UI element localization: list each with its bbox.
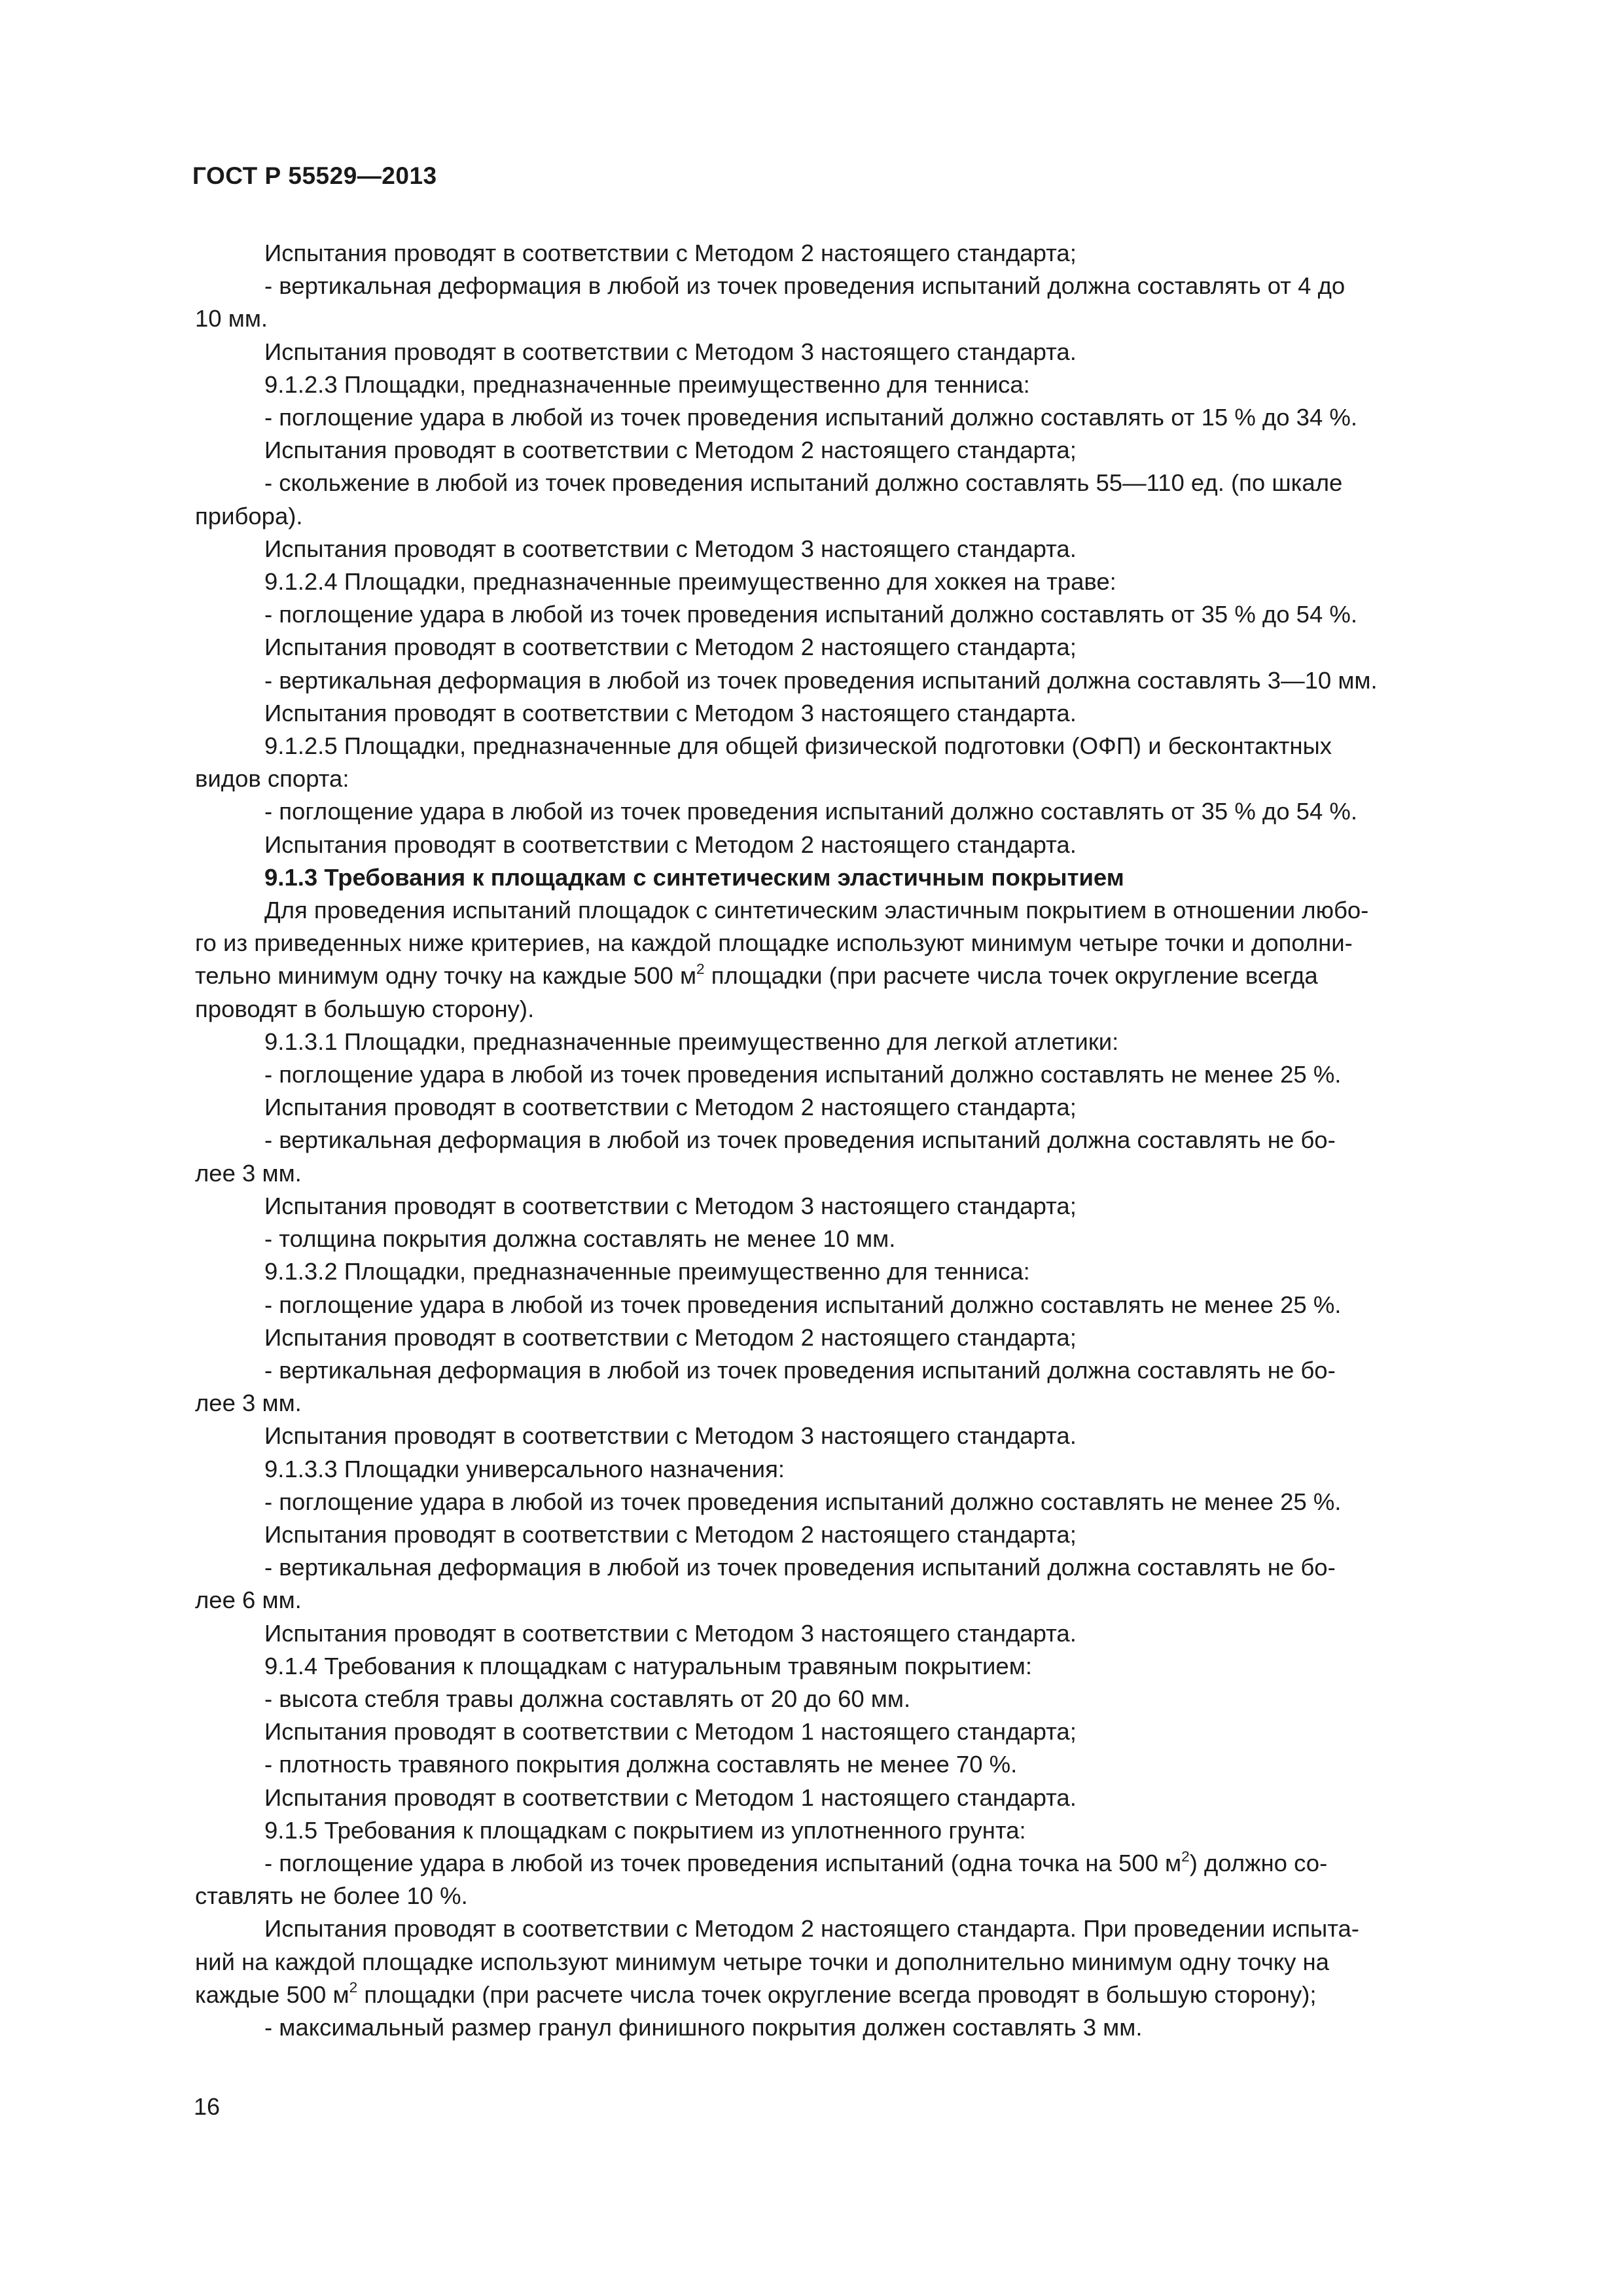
text-line: ний на каждой площадке используют минимум четыре точки и дополнительно минимум одну точку на	[195, 1948, 1329, 1975]
text-segment: тельно минимум одну точку на каждые 500 м	[195, 962, 697, 990]
section-heading: 9.1.3 Требования к площадкам с синтетическим эластичным покрытием	[264, 863, 1124, 891]
text-line: лее 3 мм.	[195, 1159, 302, 1187]
list-item: - плотность травяного покрытия должна составлять не менее 70 %.	[264, 1751, 1018, 1778]
text-line: Испытания проводят в соответствии с Методом 3 настоящего стандарта.	[264, 535, 1077, 562]
text-segment: площадки (при расчете числа точек округление всегда проводят в большую сторону);	[357, 1981, 1317, 2008]
text-line: Испытания проводят в соответствии с Методом 2 настоящего стандарта;	[264, 1323, 1077, 1351]
list-item: - вертикальная деформация в любой из точек проведения испытаний должна составлять не бо-	[264, 1554, 1336, 1581]
text-line: Для проведения испытаний площадок с синтетическим эластичным покрытием в отношении любо-	[264, 897, 1369, 924]
text-segment: каждые 500 м	[195, 1981, 349, 2008]
text-line	[195, 1979, 1516, 2011]
text-line: Испытания проводят в соответствии с Методом 2 настоящего стандарта;	[264, 240, 1077, 266]
text-line: 10 мм.	[195, 305, 268, 332]
list-item: - поглощение удара в любой из точек проведения испытаний должно составлять не менее 25 %.	[264, 1061, 1342, 1088]
text-line: Испытания проводят в соответствии с Методом 2 настоящего стандарта;	[264, 1094, 1077, 1121]
superscript: 2	[696, 961, 705, 978]
text-line: Испытания проводят в соответствии с Методом 2 настоящего стандарта. При проведении испыта-	[264, 1915, 1359, 1943]
clause-heading: 9.1.3.2 Площадки, предназначенные преимущественно для тенниса:	[264, 1258, 1030, 1285]
list-item: - поглощение удара в любой из точек проведения испытаний должно составлять не менее 25 %.	[264, 1291, 1342, 1318]
text-line: Испытания проводят в соответствии с Методом 3 настоящего стандарта.	[264, 1422, 1077, 1450]
list-item: - высота стебля травы должна составлять от 20 до 60 мм.	[264, 1685, 911, 1712]
clause-heading: 9.1.3.3 Площадки универсального назначения:	[264, 1455, 785, 1482]
clause-heading: 9.1.2.5 Площадки, предназначенные для общей физической подготовки (ОФП) и бесконтактных	[264, 732, 1332, 760]
text-segment: ) должно со-	[1189, 1849, 1328, 1876]
text-segment: площадки (при расчете числа точек округление всегда	[704, 962, 1318, 990]
clause-heading: 9.1.2.4 Площадки, предназначенные преимущественно для хоккея на траве:	[264, 568, 1116, 596]
standard-header: ГОСТ Р 55529—2013	[192, 162, 437, 189]
text-line: прибора).	[195, 502, 303, 529]
list-item: - вертикальная деформация в любой из точек проведения испытаний должна составлять 3—10 мм.	[264, 666, 1378, 694]
clause-heading: 9.1.2.3 Площадки, предназначенные преимущественно для тенниса:	[264, 370, 1030, 398]
clause-heading: 9.1.5 Требования к площадкам с покрытием из уплотненного грунта:	[264, 1816, 1026, 1844]
text-line: видов спорта:	[195, 765, 349, 793]
text-line: Испытания проводят в соответствии с Методом 2 настоящего стандарта;	[264, 634, 1077, 661]
text-line: лее 3 мм.	[195, 1390, 302, 1417]
text-line: Испытания проводят в соответствии с Методом 2 настоящего стандарта;	[264, 437, 1077, 464]
document-body	[195, 237, 1516, 2044]
text-line: Испытания проводят в соответствии с Методом 3 настоящего стандарта.	[264, 338, 1077, 365]
list-item: - вертикальная деформация в любой из точек проведения испытаний должна составлять от 4 до	[264, 272, 1346, 300]
list-item: - скольжение в любой из точек проведения испытаний должно составлять 55—110 ед. (по шкале	[264, 469, 1343, 497]
text-line: лее 6 мм.	[195, 1587, 302, 1614]
clause-heading: 9.1.3.1 Площадки, предназначенные преимущественно для легкой атлетики:	[264, 1028, 1119, 1055]
text-line: Испытания проводят в соответствии с Методом 3 настоящего стандарта;	[264, 1192, 1077, 1219]
clause-heading: 9.1.4 Требования к площадкам с натуральным травяным покрытием:	[264, 1652, 1032, 1679]
text-line: Испытания проводят в соответствии с Методом 1 настоящего стандарта;	[264, 1718, 1077, 1746]
text-line: Испытания проводят в соответствии с Методом 2 настоящего стандарта.	[264, 831, 1077, 858]
text-line: го из приведенных ниже критериев, на каждой площадке используют минимум четыре точки и дополни-	[195, 929, 1353, 957]
list-item: - поглощение удара в любой из точек проведения испытаний должно составлять не менее 25 %.	[264, 1488, 1342, 1515]
page-number: 16	[194, 2093, 221, 2120]
text-line: Испытания проводят в соответствии с Методом 3 настоящего стандарта.	[264, 699, 1077, 726]
list-item: - поглощение удара в любой из точек проведения испытаний должно составлять от 15 % до 34 %.	[264, 404, 1357, 431]
list-item: - поглощение удара в любой из точек проведения испытаний должно составлять от 35 % до 54 %.	[264, 798, 1357, 825]
list-item: - максимальный размер гранул финишного покрытия должен составлять 3 мм.	[264, 2013, 1143, 2041]
list-item: - вертикальная деформация в любой из точек проведения испытаний должна составлять не бо-	[264, 1126, 1336, 1154]
list-item: - поглощение удара в любой из точек проведения испытаний должно составлять от 35 % до 54 %.	[264, 601, 1357, 628]
list-item: - вертикальная деформация в любой из точек проведения испытаний должна составлять не бо-	[264, 1356, 1336, 1384]
text-line: проводят в большую сторону).	[195, 995, 535, 1022]
superscript: 2	[1181, 1848, 1190, 1865]
text-line: Испытания проводят в соответствии с Методом 2 настоящего стандарта;	[264, 1520, 1077, 1548]
text-segment: - поглощение удара в любой из точек проведения испытаний (одна точка на 500 м	[264, 1849, 1182, 1876]
text-line: Испытания проводят в соответствии с Методом 1 настоящего стандарта.	[264, 1784, 1077, 1811]
text-line: Испытания проводят в соответствии с Методом 3 настоящего стандарта.	[264, 1619, 1077, 1647]
superscript: 2	[349, 1979, 358, 1996]
text-line	[195, 960, 1516, 992]
list-item: - толщина покрытия должна составлять не менее 10 мм.	[264, 1225, 896, 1253]
list-item	[195, 1847, 1516, 1880]
text-line: ставлять не более 10 %.	[195, 1882, 468, 1910]
